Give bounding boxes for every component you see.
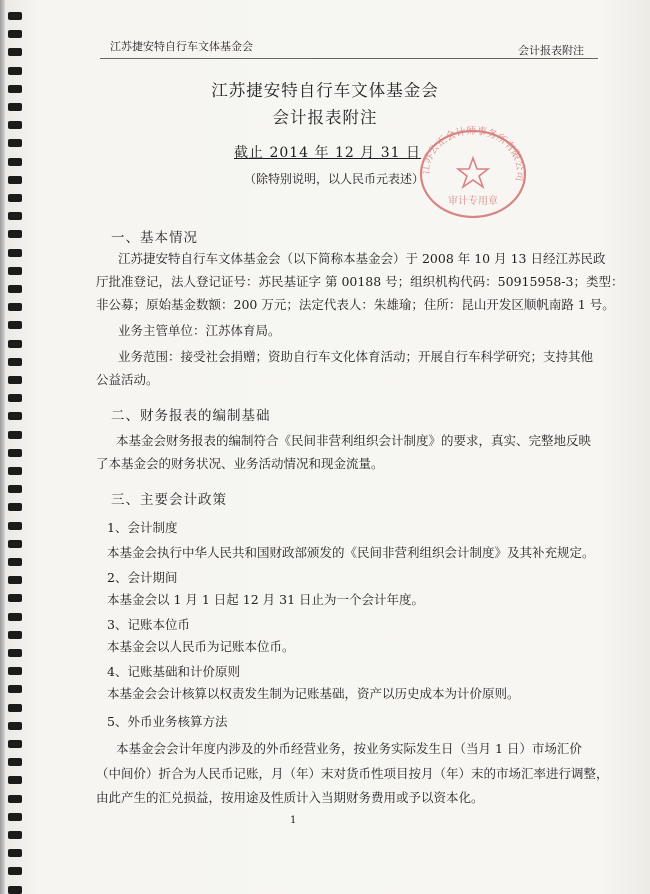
binding-hole <box>8 394 22 402</box>
section3-3-text: 本基金会以人民币为记账本位币。 <box>107 639 295 654</box>
binding-hole <box>8 540 22 548</box>
binding-hole <box>8 412 22 420</box>
section1-para1-line3: 非公募；原始基金数额：200 万元；法定代表人：朱雄瑜；住所：昆山开发区顺帆南路 1 号。 <box>96 297 615 312</box>
binding-hole <box>8 267 22 275</box>
binding-edge <box>0 0 5 894</box>
section3-5-line2: （中间价）折合为人民币记账，月（年）末对货币性项目按月（年）末的市场汇率进行调整， <box>96 766 609 781</box>
binding-hole <box>8 48 22 56</box>
section2-para1-line1: 本基金会财务报表的编制符合《民间非营利组织会计制度》的要求，真实、完整地反映 <box>116 433 592 448</box>
binding-hole <box>8 139 22 147</box>
binding-hole <box>8 722 22 730</box>
section2-para1-line2: 了本基金会的财务状况、业务活动情况和现金流量。 <box>96 456 384 471</box>
binding-hole <box>8 849 22 857</box>
section1-para3-line2: 公益活动。 <box>96 372 159 387</box>
binding-hole <box>8 813 22 821</box>
binding-hole <box>8 704 22 712</box>
section1-para1-line2: 厅批准登记，法人登记证号：苏民基证字 第 00188 号；组织机构代码：50915958-3；类型： <box>96 274 624 289</box>
section1-para2: 业务主管单位：江苏体育局。 <box>118 323 281 338</box>
seal-center-text: 审计专用章 <box>448 196 498 207</box>
binding-hole <box>8 303 22 311</box>
binding-hole <box>8 613 22 621</box>
binding-hole <box>8 776 22 784</box>
binding-hole <box>8 249 22 257</box>
binding-hole <box>8 831 22 839</box>
doc-title-line2: 会计报表附注 <box>272 108 378 127</box>
section3-1-text: 本基金会执行中华人民共和国财政部颁发的《民间非营利组织会计制度》及其补充规定。 <box>107 545 595 560</box>
section2-heading: 二、财务报表的编制基础 <box>111 408 271 424</box>
binding-hole <box>8 340 22 348</box>
page-header <box>100 38 598 59</box>
seal-ring-text: 江苏公正会计师事务所有限公司 <box>420 125 526 182</box>
binding-hole <box>8 194 22 202</box>
binding-hole <box>8 449 22 457</box>
section3-heading: 三、主要会计政策 <box>111 492 227 508</box>
page-number: 1 <box>290 815 297 826</box>
binding-hole <box>8 285 22 293</box>
section3-4-heading: 4、记账基础和计价原则 <box>107 664 240 679</box>
binding-hole <box>8 685 22 693</box>
binding-hole <box>8 649 22 657</box>
header-doc-type: 会计报表附注 <box>518 44 584 57</box>
binding-hole <box>8 631 22 639</box>
binding-hole <box>8 485 22 493</box>
binding-hole <box>8 522 22 530</box>
binding-hole <box>8 230 22 238</box>
binding-hole <box>8 176 22 184</box>
binding-hole <box>8 867 22 875</box>
doc-title-line1: 江苏捷安特自行车文体基金会 <box>211 81 439 100</box>
binding-hole <box>8 740 22 748</box>
section3-3-heading: 3、记账本位币 <box>107 617 190 632</box>
binding-hole <box>8 376 22 384</box>
binding-hole <box>8 321 22 329</box>
section1-para3-line1: 业务范围：接受社会捐赠；资助自行车文化体育活动；开展自行车科学研究；支持其他 <box>118 349 594 364</box>
binding-hole <box>8 358 22 366</box>
section3-5-line3: 由此产生的汇兑损益，按用途及性质计入当期财务费用或予以资本化。 <box>96 790 484 805</box>
section3-2-heading: 2、会计期间 <box>107 570 178 585</box>
binding-hole <box>8 431 22 439</box>
section1-heading: 一、基本情况 <box>111 230 198 246</box>
binding-hole <box>8 67 22 75</box>
section1-para1-line1: 江苏捷安特自行车文体基金会（以下简称本基金会）于 2008 年 10 月 13 日经江苏民政 <box>118 251 606 266</box>
binding-hole <box>8 558 22 566</box>
section3-1-heading: 1、会计制度 <box>107 520 178 535</box>
section3-5-line1: 本基金会会计年度内涉及的外币经营业务，按业务实际发生日（当月 1 日）市场汇价 <box>116 741 582 756</box>
spiral-binding <box>0 0 26 894</box>
binding-hole <box>8 886 22 894</box>
report-date: 截止 2014 年 12 月 31 日 <box>234 145 421 161</box>
section3-2-text: 本基金会以 1 月 1 日起 12 月 31 日止为一个会计年度。 <box>107 592 425 607</box>
section3-4-text: 本基金会会计核算以权责发生制为记账基础，资产以历史成本为计价原则。 <box>107 686 520 701</box>
binding-hole <box>8 795 22 803</box>
binding-hole <box>8 158 22 166</box>
binding-hole <box>8 467 22 475</box>
binding-hole <box>8 212 22 220</box>
binding-hole <box>8 30 22 38</box>
binding-hole <box>8 594 22 602</box>
binding-hole <box>8 758 22 766</box>
binding-hole <box>8 503 22 511</box>
currency-note: （除特别说明，以人民币元表述） <box>244 172 425 186</box>
audit-seal <box>416 124 530 220</box>
section3-5-heading: 5、外币业务核算方法 <box>107 714 228 729</box>
star-icon <box>458 158 488 187</box>
header-org-name: 江苏捷安特自行车文体基金会 <box>110 40 253 53</box>
binding-hole <box>8 667 22 675</box>
binding-hole <box>8 12 22 20</box>
binding-hole <box>8 576 22 584</box>
